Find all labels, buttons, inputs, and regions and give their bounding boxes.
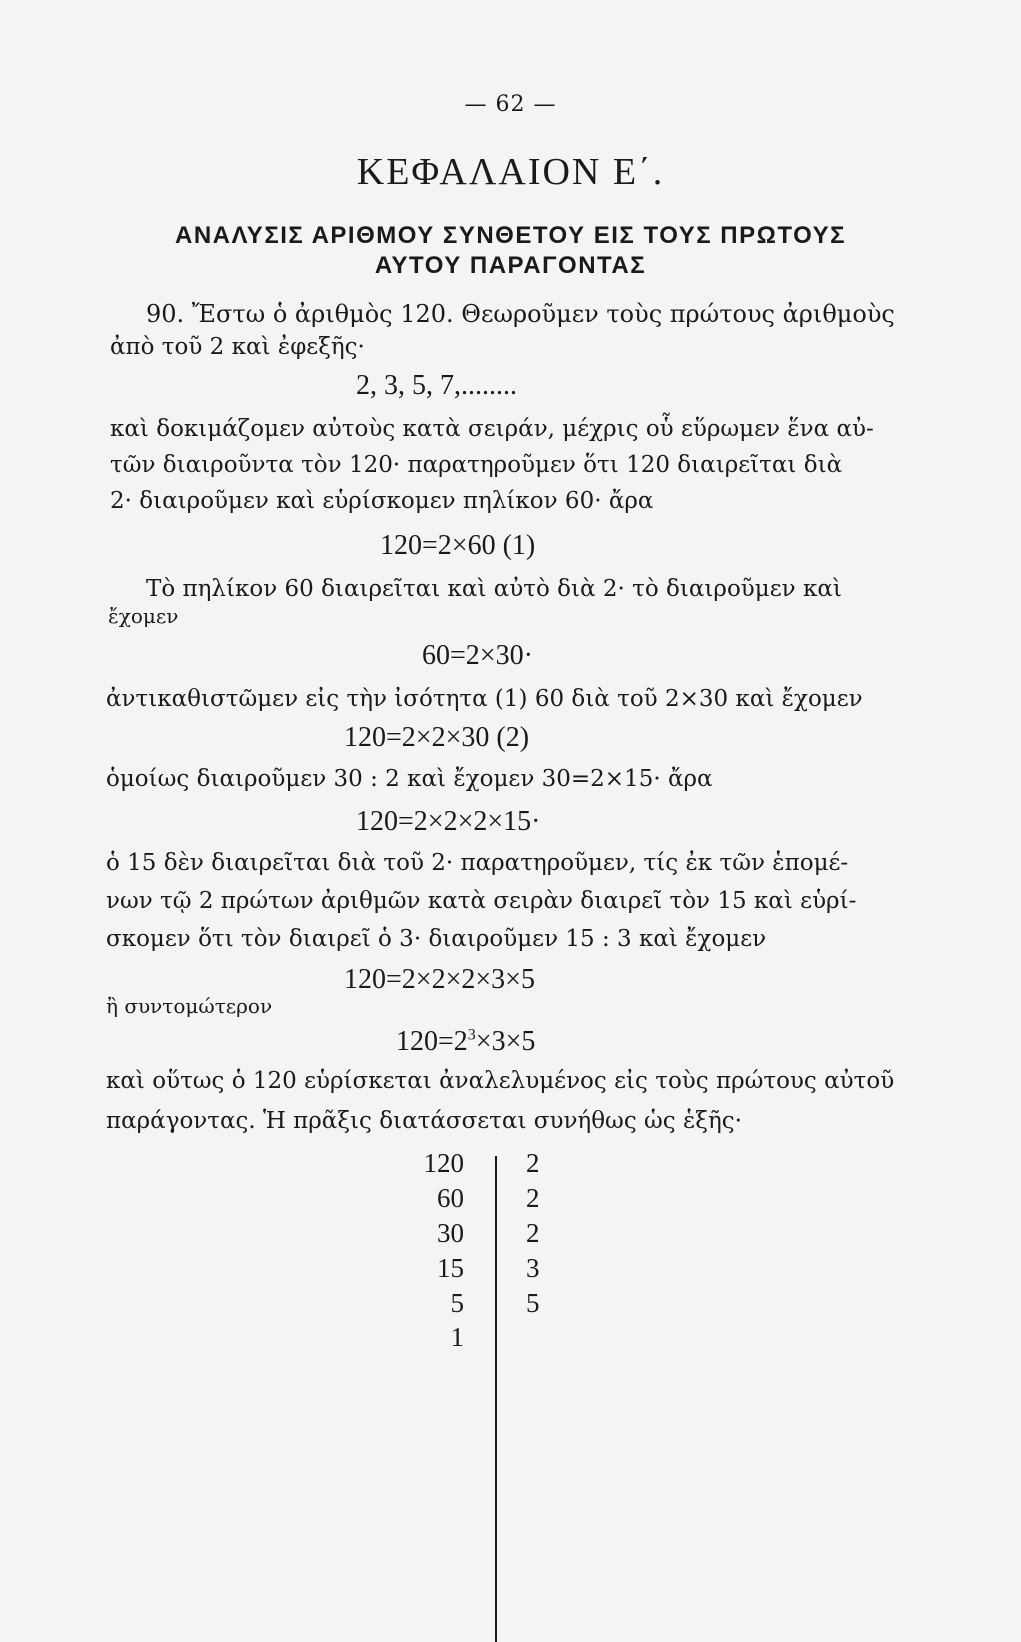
paragraph-line: παράγοντας. Ἡ πρᾶξις διατάσσεται συνήθως ὡς ἑξῆς· xyxy=(106,1108,742,1134)
page-number: — 62 — xyxy=(464,92,557,117)
paragraph-line: 2· διαιροῦμεν καὶ εὑρίσκομεν πηλίκον 60· ἄρα xyxy=(110,488,654,514)
prime-sequence: 2, 3, 5, 7,........ xyxy=(356,370,517,401)
paragraph-line: καὶ δοκιμάζομεν αὐτοὺς κατὰ σειράν, μέχρις οὗ εὕρωμεν ἕνα αὐ- xyxy=(110,416,874,442)
equation-2: 120=2×2×30 (2) xyxy=(344,722,530,753)
paragraph-line: τῶν διαιροῦντα τὸν 120· παρατηροῦμεν ὅτι 120 διαιρεῖται διὰ xyxy=(110,452,843,478)
table-dividend: 120 xyxy=(423,1148,464,1178)
equation: 120=2×2×2×15· xyxy=(356,806,541,837)
paragraph-line: σκομεν ὅτι τὸν διαιρεῖ ὁ 3· διαιροῦμεν 15 : 3 καὶ ἔχομεν xyxy=(106,926,767,952)
exponent: 3 xyxy=(467,1026,476,1044)
table-divisor: 2 xyxy=(526,1218,540,1248)
table-dividend: 15 xyxy=(437,1253,464,1283)
paragraph-line: καὶ οὕτως ὁ 120 εὑρίσκεται ἀναλελυμένος εἰς τοὺς πρώτους αὐτοῦ xyxy=(106,1068,895,1094)
chapter-title: ΚΕΦΑΛΑΙΟΝ Ε΄. xyxy=(356,151,665,193)
table-divisor: 2 xyxy=(526,1183,540,1213)
equation: 120=2×2×2×3×5 xyxy=(344,964,535,995)
equation-rest: ×3×5 xyxy=(475,1026,536,1057)
paragraph-line: ὁμοίως διαιροῦμεν 30 : 2 καὶ ἔχομεν 30=2×15· ἄρα xyxy=(106,766,713,792)
equation-base: 120=2 xyxy=(396,1026,468,1057)
paragraph-line: ἔχομεν xyxy=(108,604,179,628)
table-dividend: 30 xyxy=(437,1218,464,1248)
paragraph-line: 90. Ἔστω ὁ ἀριθμὸς 120. Θεωροῦμεν τοὺς πρώτους ἀριθμοὺς xyxy=(146,300,895,328)
table-divisor: 2 xyxy=(526,1148,540,1178)
table-divisor: 3 xyxy=(526,1253,540,1283)
equation-1: 120=2×60 (1) xyxy=(380,530,536,561)
equation-power xyxy=(396,1026,535,1058)
paragraph-line: ἀπὸ τοῦ 2 καὶ ἐφεξῆς· xyxy=(110,334,365,360)
paragraph-line: ἢ συντομώτερον xyxy=(106,994,273,1018)
paragraph-line: νων τῷ 2 πρώτων ἀριθμῶν κατὰ σειρὰν διαιρεῖ τὸν 15 καὶ εὑρί- xyxy=(106,888,857,914)
equation: 60=2×30· xyxy=(422,640,533,671)
section-title-line2: ΑΥΤΟΥ ΠΑΡΑΓΟΝΤΑΣ xyxy=(374,252,647,279)
table-divider xyxy=(495,1156,497,1642)
paragraph-line: Τὸ πηλίκον 60 διαιρεῖται καὶ αὐτὸ διὰ 2· τὸ διαιροῦμεν καὶ xyxy=(146,576,842,602)
table-dividend: 1 xyxy=(450,1322,464,1352)
paragraph-line: ὁ 15 δὲν διαιρεῖται διὰ τοῦ 2· παρατηροῦμεν, τίς ἐκ τῶν ἑπομέ- xyxy=(106,850,849,876)
paragraph-line: ἀντικαθιστῶμεν εἰς τὴν ἰσότητα (1) 60 διὰ τοῦ 2×30 καὶ ἔχομεν xyxy=(106,686,863,712)
section-title-line1: ΑΝΑΛΥΣΙΣ ΑΡΙΘΜΟΥ ΣΥΝΘΕΤΟΥ ΕΙΣ ΤΟΥΣ ΠΡΩΤΟΥΣ xyxy=(174,222,846,249)
table-dividend: 60 xyxy=(437,1183,464,1213)
table-divisor: 5 xyxy=(526,1288,540,1318)
table-dividend: 5 xyxy=(450,1288,464,1318)
